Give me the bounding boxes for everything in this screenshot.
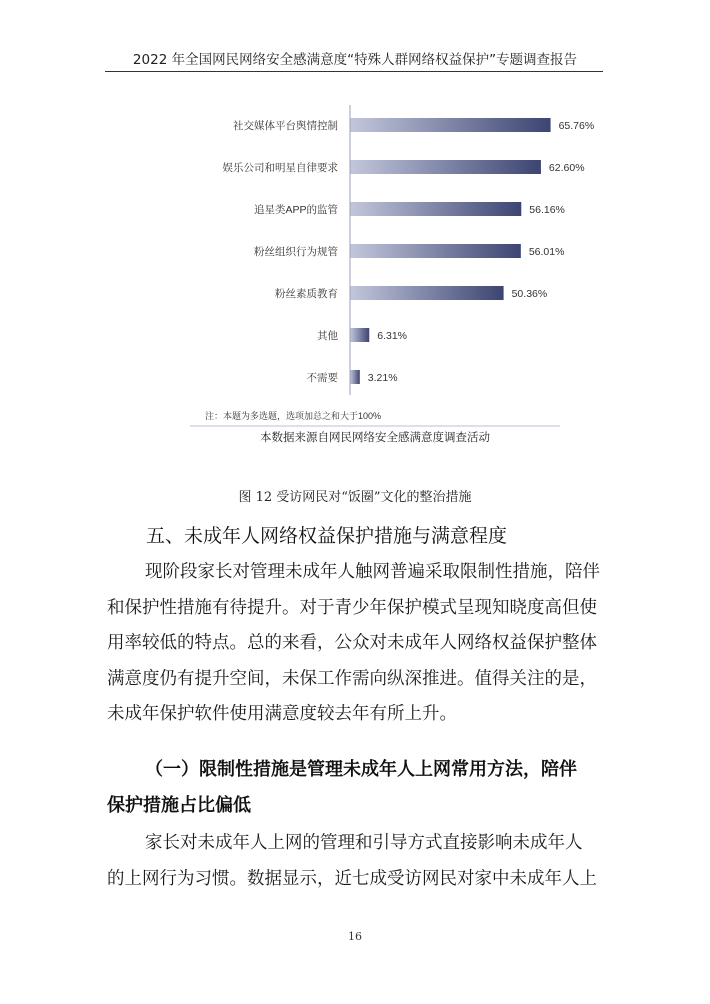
paragraph-line: 家长对未成年人上网的管理和引导方式直接影响未成年人 bbox=[145, 833, 583, 853]
paragraph-line: 的上网行为习惯。数据显示，近七成受访网民对家中未成年人上 bbox=[107, 868, 597, 889]
header-divider bbox=[105, 71, 603, 72]
section-heading: 五、未成年人网络权益保护措施与满意程度 bbox=[146, 525, 508, 547]
paragraph-line: 满意度仍有提升空间，未保工作需向纵深推进。值得关注的是， bbox=[107, 668, 597, 689]
subsection-heading-line: 保护措施占比偏低 bbox=[107, 795, 251, 816]
value-label: 56.16% bbox=[529, 204, 565, 216]
value-label: 3.21% bbox=[367, 372, 398, 384]
category-label: 其他 bbox=[317, 330, 338, 342]
subsection-paragraph bbox=[107, 826, 607, 897]
value-label: 65.76% bbox=[558, 120, 595, 132]
subsection-heading bbox=[107, 752, 607, 824]
value-label: 62.60% bbox=[548, 162, 585, 174]
value-label: 6.31% bbox=[377, 330, 408, 342]
fan-culture-measures-bar-chart bbox=[190, 100, 595, 445]
bar bbox=[350, 160, 541, 174]
chart-note: 注：本题为多选题，选项加总之和大于100% bbox=[205, 411, 382, 421]
subsection-heading-line: （一）限制性措施是管理未成年人上网常用方法，陪伴 bbox=[145, 759, 577, 780]
paragraph-line: 用率较低的特点。总的来看，公众对未成年人网络权益保护整体 bbox=[107, 633, 597, 653]
category-label: 社交媒体平台舆情控制 bbox=[233, 120, 338, 132]
category-label: 粉丝组织行为规管 bbox=[254, 246, 338, 258]
category-label: 追星类APP的监管 bbox=[253, 204, 338, 216]
bar bbox=[350, 118, 551, 132]
bar bbox=[350, 370, 360, 384]
category-label: 娱乐公司和明星自律要求 bbox=[222, 162, 338, 174]
bar bbox=[350, 244, 521, 258]
page-number: 16 bbox=[348, 930, 362, 943]
report-header-title: 2022 年全国网民网络安全感满意度“特殊人群网络权益保护”专题调查报告 bbox=[132, 52, 578, 68]
paragraph-line: 现阶段家长对管理未成年人触网普遍采取限制性措施，陪伴 bbox=[145, 562, 600, 582]
paragraph-line: 和保护性措施有待提升。对于青少年保护模式呈现知晓度高但使 bbox=[107, 597, 597, 618]
bar bbox=[350, 328, 369, 342]
category-label: 粉丝素质教育 bbox=[275, 288, 338, 300]
bar bbox=[350, 202, 521, 216]
category-label: 不需要 bbox=[306, 372, 338, 384]
value-label: 50.36% bbox=[511, 288, 548, 300]
section-paragraph bbox=[107, 555, 607, 733]
chart-source: 本数据来源自网民网络安全感满意度调查活动 bbox=[260, 432, 490, 444]
figure-caption: 图 12 受访网民对“饭圈”文化的整治措施 bbox=[238, 490, 472, 505]
paragraph-line: 未成年保护软件使用满意度较去年有所上升。 bbox=[107, 704, 457, 724]
bar bbox=[350, 286, 504, 300]
value-label: 56.01% bbox=[528, 246, 565, 258]
